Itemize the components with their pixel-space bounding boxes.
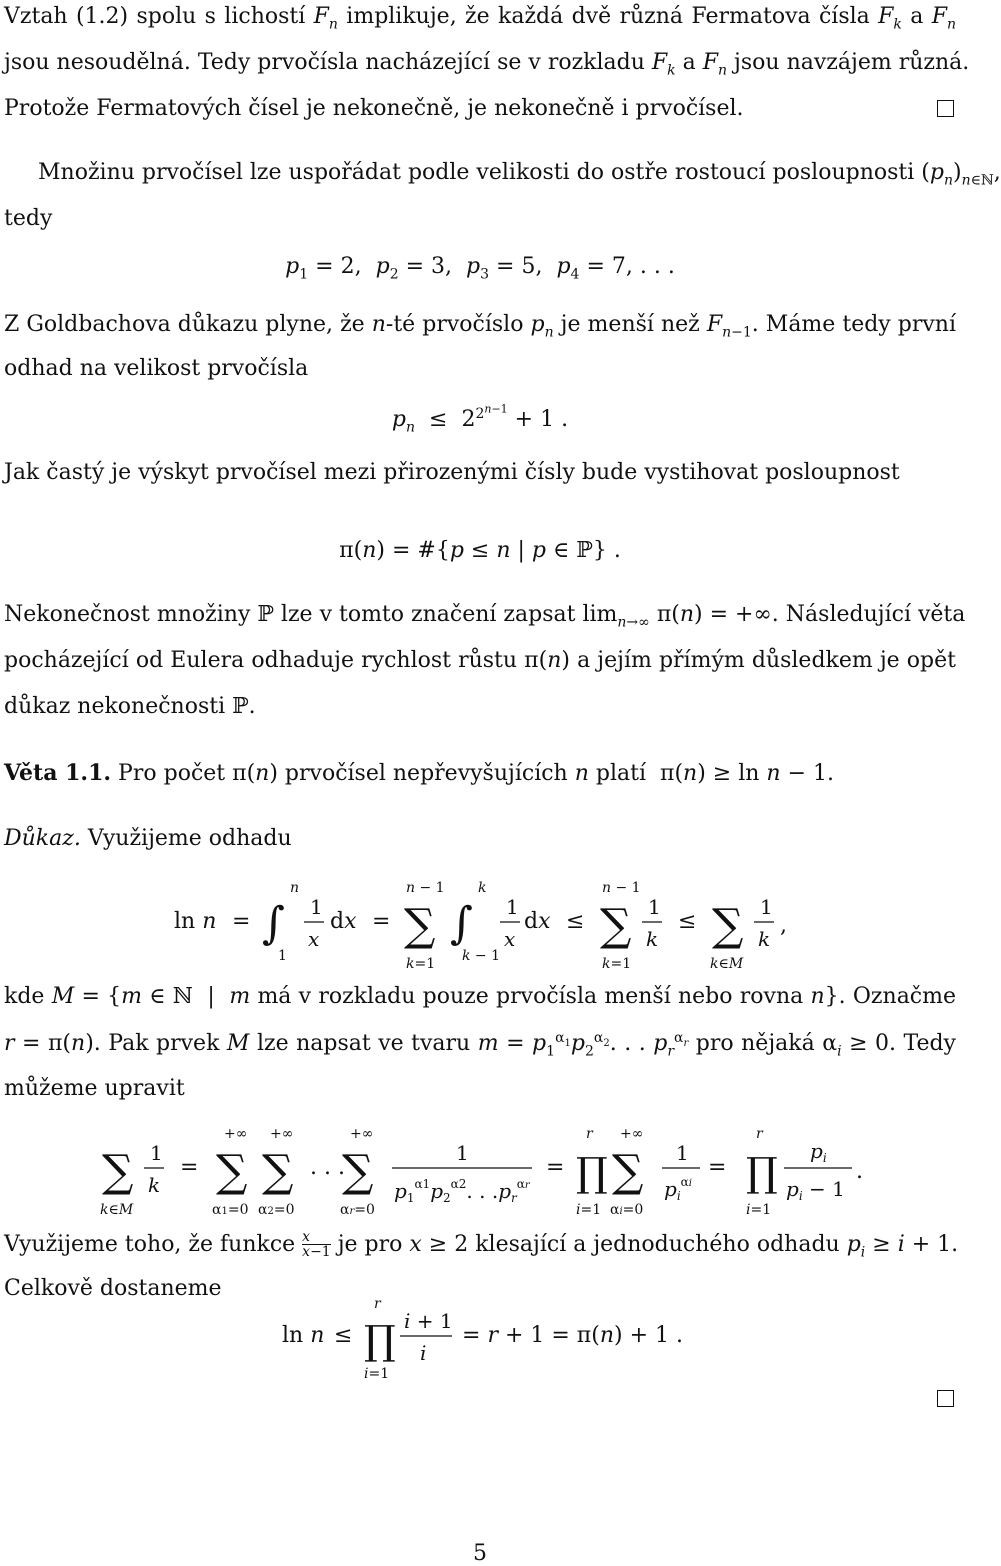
svg-text:piαi: $p_i^\alpha i$ bbox=[664, 1175, 692, 1203]
prime-bound-equation: $p_n \le 2^{2^{n-1}} + 1$ . bbox=[391, 402, 569, 436]
svg-text:n − 1: n − 1 bbox=[602, 880, 641, 896]
svg-text:pi: $p_i$ bbox=[810, 1139, 827, 1165]
svg-text:k=1: k=1 bbox=[602, 956, 632, 972]
svg-text:n − 1: n − 1 bbox=[406, 880, 445, 896]
svg-text:=: = bbox=[180, 1155, 199, 1180]
qed-square bbox=[937, 100, 954, 117]
svg-text:=: = bbox=[546, 1155, 565, 1180]
theorem-1-1: Věta 1.1. Pro počet π(n) prvočísel nepřevyšujících n platí π(n) ≥ ln n − 1. bbox=[4, 760, 834, 786]
proof-intro: Důkaz. Využijeme odhadu bbox=[4, 826, 292, 851]
svg-text:≤: ≤ bbox=[678, 909, 697, 934]
para5-line2: pocházející od Eulera odhaduje rychlost růstu π(n) a jejím přímým důsledkem je opět bbox=[4, 648, 956, 673]
para2-line2: tedy bbox=[4, 206, 53, 231]
svg-text:≤: ≤ bbox=[566, 909, 585, 934]
svg-text:i: i bbox=[420, 1341, 427, 1365]
svg-text:k: k bbox=[148, 1173, 161, 1197]
theorem-label: Věta 1.1. bbox=[4, 760, 112, 786]
svg-text:∑: ∑ bbox=[342, 1146, 374, 1197]
svg-text:k=1: k=1 bbox=[406, 956, 436, 972]
svg-text:∑: ∑ bbox=[404, 900, 436, 951]
para3-line1: Z Goldbachova důkazu plyne, že n-té prvočíslo $p_n$ je menší než $F_{n-1}$. Máme tedy první bbox=[4, 312, 957, 341]
proof-line4: Využijeme toho, že funkce $\frac{x}{x-1}$ je pro x ≥ 2 klesající a jednoduchého odhadu $p_i \ge i + 1$. bbox=[4, 1229, 959, 1260]
svg-text:k: k bbox=[758, 927, 771, 951]
para1-line1: Vztah (1.2) spolu s lichostí $F_n$ implikuje, že každá dvě různá Fermatova čísla $F_k$ a $F_n$ bbox=[4, 4, 957, 33]
para5-line3: důkaz nekonečnosti ℙ. bbox=[4, 694, 256, 719]
svg-text:k: k bbox=[646, 927, 659, 951]
proof-line5: Celkově dostaneme bbox=[4, 1276, 222, 1301]
proof-line3: můžeme upravit bbox=[4, 1076, 185, 1101]
svg-text:p1α1p2α2. . .prαr: $p_1^{\alpha 1}p_2^{\alpha 2}$. . $.p_r^\alpha r$ bbox=[394, 1177, 530, 1205]
euler-product-equation bbox=[0, 1116, 960, 1216]
qed-square-proof bbox=[937, 1390, 954, 1407]
svg-text:+∞: +∞ bbox=[350, 1126, 374, 1142]
svg-text:pi − 1: $p_i - 1$ bbox=[786, 1177, 845, 1203]
svg-text:∑: ∑ bbox=[216, 1146, 248, 1197]
svg-text:ln n: ln n bbox=[282, 1323, 325, 1348]
para3-line2: odhad na velikost prvočísla bbox=[4, 356, 309, 381]
svg-text:∑: ∑ bbox=[712, 900, 744, 951]
para1-line3: Protože Fermatových čísel je nekonečně, je nekonečně i prvočísel. bbox=[4, 96, 744, 121]
svg-text:α1=0: α1=0 bbox=[212, 1202, 249, 1218]
svg-text:k: k bbox=[478, 880, 487, 896]
para5-line1: Nekonečnost množiny ℙ lze v tomto značení zapsat $\lim_{n\to\infty} \pi(n)$ = +∞. Následující věta bbox=[4, 602, 966, 631]
svg-text:1: 1 bbox=[150, 1141, 163, 1165]
svg-text:∑: ∑ bbox=[102, 1146, 134, 1197]
svg-text:i=1: i=1 bbox=[364, 1366, 390, 1382]
svg-text:1: 1 bbox=[310, 895, 323, 919]
svg-text:k∈M: k∈M bbox=[100, 1202, 134, 1218]
svg-text:αi=0: αi=0 bbox=[610, 1202, 644, 1218]
svg-text:1: 1 bbox=[506, 895, 519, 919]
svg-text:+∞: +∞ bbox=[224, 1126, 248, 1142]
svg-text:=: = bbox=[232, 909, 251, 934]
svg-text:r: r bbox=[586, 1126, 593, 1142]
svg-text:dx: dx bbox=[524, 909, 551, 934]
svg-text:. . .: . . . bbox=[310, 1155, 345, 1180]
prime-counting-definition: π(n) = #{p ≤ n | p ∈ ℙ} . bbox=[339, 538, 621, 563]
svg-text:∑: ∑ bbox=[262, 1146, 294, 1197]
svg-text:1: 1 bbox=[760, 895, 773, 919]
svg-text:= r + 1 = π(n) + 1 .: = r + 1 = π(n) + 1 . bbox=[462, 1323, 684, 1348]
svg-text:ln n: ln n bbox=[174, 909, 217, 934]
prime-sequence-equation: $p_1 = 2$, $p_2 = 3$, $p_3 = 5$, $p_4 = 7$, . . . bbox=[285, 254, 675, 283]
svg-text:k∈M: k∈M bbox=[710, 956, 744, 972]
proof-label: Důkaz. bbox=[4, 826, 81, 851]
svg-text:+∞: +∞ bbox=[620, 1126, 644, 1142]
svg-text:n: n bbox=[290, 880, 300, 896]
svg-text:1: 1 bbox=[648, 895, 661, 919]
svg-text:+∞: +∞ bbox=[270, 1126, 294, 1142]
svg-text:dx: dx bbox=[330, 909, 357, 934]
svg-text:∑: ∑ bbox=[612, 1146, 644, 1197]
svg-text:1: 1 bbox=[278, 948, 287, 964]
svg-text:∏: ∏ bbox=[576, 1150, 608, 1196]
svg-text:≤: ≤ bbox=[334, 1323, 353, 1348]
para1-line2: jsou nesoudělná. Tedy prvočísla nacházející se v rozkladu $F_k$ a $F_n$ jsou navzájem různá. bbox=[4, 50, 970, 79]
svg-text:x: x bbox=[504, 927, 516, 951]
svg-text:∑: ∑ bbox=[600, 900, 632, 951]
svg-text:1: 1 bbox=[456, 1141, 469, 1165]
svg-text:αr=0: αr=0 bbox=[340, 1202, 375, 1218]
svg-text:∏: ∏ bbox=[746, 1150, 778, 1196]
svg-text:x: x bbox=[308, 927, 320, 951]
svg-text:=: = bbox=[372, 909, 391, 934]
svg-text:i + 1: i + 1 bbox=[404, 1309, 453, 1333]
svg-text:r: r bbox=[374, 1296, 381, 1312]
proof-line1: kde M = {m ∈ ℕ | m má v rozkladu pouze prvočísla menší nebo rovna n}. Označme bbox=[4, 984, 957, 1009]
para2-line1: Množinu prvočísel lze uspořádat podle velikosti do ostře rostoucí posloupnosti $(p_n)_{n\in ℕ}$, bbox=[38, 160, 1001, 189]
svg-text:∏: ∏ bbox=[364, 1318, 396, 1364]
svg-text:r: r bbox=[756, 1126, 763, 1142]
svg-text:i=1: i=1 bbox=[576, 1202, 602, 1218]
svg-text:∫: ∫ bbox=[262, 898, 285, 949]
svg-text:1: 1 bbox=[676, 1141, 689, 1165]
svg-text:=: = bbox=[708, 1155, 727, 1180]
final-estimate-equation bbox=[0, 1296, 960, 1380]
svg-text:k − 1: k − 1 bbox=[462, 948, 501, 964]
svg-text:.: . bbox=[856, 1159, 863, 1184]
svg-text:i=1: i=1 bbox=[746, 1202, 772, 1218]
page-number: 5 bbox=[473, 1541, 487, 1566]
svg-text:∫: ∫ bbox=[450, 898, 473, 949]
integral-estimate-equation bbox=[0, 870, 960, 970]
proof-line2: r = π(n). Pak prvek M lze napsat ve tvaru $m = p_1^{\alpha_1}p_2^{\alpha_2}$. . . $p_r^{\alpha_r}$ pro nějaká $\alpha_i \ge 0$. Tedy bbox=[4, 1030, 956, 1060]
para4-line1: Jak častý je výskyt prvočísel mezi přirozenými čísly bude vystihovat posloupnost bbox=[4, 460, 900, 485]
svg-text:α2=0: α2=0 bbox=[258, 1202, 295, 1218]
svg-text:,: , bbox=[780, 913, 787, 938]
